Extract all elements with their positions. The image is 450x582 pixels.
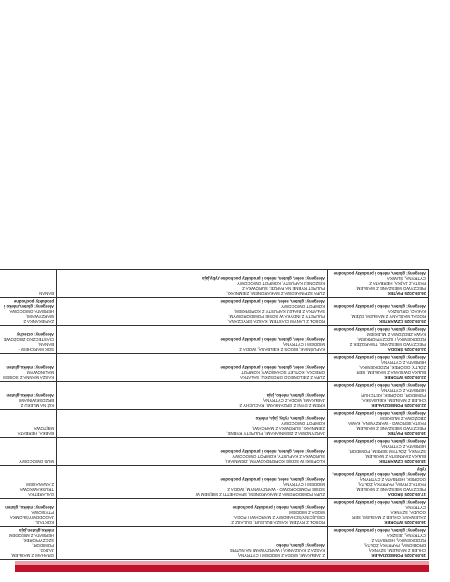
snack-line: GALARETKA TRUSKAWKOWA [19, 487, 54, 497]
lunch-line: KISZONEJ KAPUSTY, KOMPOT OWOCOWY [237, 281, 325, 286]
lunch-line: ZUPA Z ZIELONEGO GROSZKU, SAŁATKA [240, 375, 325, 380]
lunch-line: GRECKA, KOTLET SCHABOWY, KOMPOT [241, 370, 325, 375]
breakfast-line: PIECZYWO MIESZANE Z MASŁEM, [355, 286, 426, 291]
breakfast-line: HERBATA Z CYTRYNĄ [381, 388, 426, 393]
menu-day-row [0, 270, 429, 298]
snack-cell [0, 438, 57, 466]
snack-allergens: Alergeny: mleko,gluten [6, 365, 54, 370]
day-date: 25.09.2025 CZWARTEK [378, 319, 426, 324]
breakfast-line: PIECZYWO MIESZANE, TWAROŻEK Z [349, 342, 426, 347]
snack-line: POMIDOR, SZCZYPIOREK, [22, 538, 54, 548]
menu-day-row [0, 499, 429, 527]
day-date: 22.09.2025 PONIEDZIAŁEK [371, 403, 426, 408]
breakfast-cell [328, 298, 429, 326]
breakfast-allergens: Alergeny: gluten, mleko i produkty pochodne [333, 528, 426, 533]
lunch-line: PULPET RYBNE NA PARZE, SURÓWKA Z [242, 286, 325, 291]
breakfast-allergens: Alergeny: gluten, mleko i produkty pochodne [333, 439, 426, 444]
snack-line: MALINOWYM [27, 370, 54, 375]
snack-line: Z ANANASEM [26, 482, 54, 487]
lunch-line: KAPUŚNIAK, BIGOS Z KIEŁBASĄ, WODA Z [239, 347, 325, 352]
menu-day-row [0, 527, 429, 560]
menu-day-row [0, 298, 429, 326]
breakfast-line: POMIDOR, OGÓREK, KETCHUP, [360, 393, 426, 398]
snack-line: HERBATA OWOCOWA [9, 309, 54, 314]
lunch-line: ZUPA POMIDOROWA Z MAKARONEM, SPAGHETTI Z MIĘSEM W [195, 492, 325, 497]
lunch-allergens: Alergeny: seler, gluten, mleko i produkty pochodne [220, 337, 325, 342]
menu-day-row [0, 466, 429, 499]
breakfast-line: ŻÓŁTY, OGÓREK, RZODKIEWKA, [358, 365, 426, 370]
day-date: 16.09.2025 WTOREK [384, 520, 426, 525]
lunch-cell [57, 354, 328, 382]
snack-line: MUS OWOCOWY [19, 459, 54, 464]
lunch-line: KLOPSIKI W SOSIE KOPEREKOWYM, ZIEMNIAKI, [224, 459, 325, 464]
breakfast-line: BUŁKA OWSIANA Z MASŁEM, SER [356, 370, 426, 375]
lunch-allergens: Alergeny: gluten, seler, mleko i produkty pochodne [220, 477, 325, 482]
lunch-allergens: Alergeny: seler, gluten, mleko i produkty pochodne [220, 365, 325, 370]
breakfast-allergens: Alergeny: gluten, mleko i produkty pochodne [333, 271, 426, 276]
lunch-cell [57, 410, 328, 438]
breakfast-line: CYTRYNA [405, 505, 426, 510]
lunch-line: WODA Z MIODEM [289, 510, 325, 515]
breakfast-cell [328, 270, 429, 298]
breakfast-cell [328, 410, 429, 438]
breakfast-line: BUŁKA ZIARNISTA Z MASŁEM, [364, 454, 426, 459]
menu-sheet-rotated [3, 90, 429, 572]
snack-allergens: mleko,gluten,jaja [19, 528, 54, 533]
sheet-header-band-shadow [15, 561, 429, 565]
breakfast-line: CHLEB Z MASŁEM, SZYNKĄ [368, 548, 426, 553]
day-date: 26.09.2025 PIĄTEK [387, 291, 426, 296]
snack-allergens: Alergeny: mleko,gluten [6, 393, 54, 398]
menu-day-row [0, 438, 429, 466]
snack-line: CIASTECZKO ZBOŻOWE [3, 337, 54, 342]
snack-line: BABKA, HERBATA MIĘTOWA [17, 426, 54, 436]
day-date: 24.09.2025 ŚRODA [387, 347, 426, 352]
snack-allergens: Alergeny: mleko, gluten [5, 505, 54, 510]
lunch-cell [57, 298, 328, 326]
breakfast-cell [328, 382, 429, 410]
breakfast-line: RZODKIEWKĄ, HERBATA Z [371, 538, 426, 543]
lunch-allergens: Alergeny: gluten, mleko [276, 543, 325, 548]
breakfast-allergens: Alergeny: gluten, mleko i produkty pochodne [333, 355, 426, 360]
breakfast-line: CYTRYNĄ, JESZKA [386, 533, 426, 538]
breakfast-line: CYTRYNĄ, ŚLIWKA [386, 276, 426, 281]
breakfast-line: SZYNKĄ, ŻÓŁTYM SEREM, POMIDOR, [348, 449, 426, 454]
snack-line: PTYSIOWA [31, 510, 54, 515]
breakfast-line: DROBIOWĄ, PAPRYKĄ ŻÓŁTĄ, [363, 543, 426, 548]
lunch-allergens: Alergeny: gluten, mleko i produkty pochodne [232, 505, 325, 510]
breakfast-line: PIECZYWO MIESZANE Z MASŁEM, [355, 426, 426, 431]
breakfast-line: KAWA ZBOŻOWA Z MLEKIEM [367, 332, 426, 337]
lunch-allergens: Alergeny: seler, gluten, mleko i produkty pochodne [220, 449, 325, 454]
lunch-line: KREM Z DYNI Z GRZANKAMI, RACUCHY Z [239, 403, 325, 408]
snack-cell [0, 298, 57, 326]
lunch-line: SURÓWKA Z KAPUSTY, KOMPOT OWOCOWY [232, 454, 325, 459]
snack-cell [0, 466, 57, 499]
breakfast-cell [328, 438, 429, 466]
menu-day-row [0, 382, 429, 410]
lunch-allergens: Alergeny: gluten, mleko, jaja [266, 393, 325, 398]
snack-line: GRAHAM Z MASŁEM, JAJKO, [10, 548, 54, 558]
breakfast-cell [328, 466, 429, 499]
breakfast-line: PASTA SEROWO - WARZYWNA, KAWA [348, 421, 426, 426]
menu-table [0, 269, 429, 560]
lunch-cell [57, 382, 328, 410]
snack-allergens: Alergeny: gluten,mleko i produkty pochodne [4, 299, 54, 309]
breakfast-allergens: Alergeny: gluten, mleko i produkty pochodne [333, 500, 426, 505]
lunch-line: ZIEMNIAKI, SURÓWKA Z MARCHWI, [251, 426, 325, 431]
snack-cell [0, 270, 57, 298]
day-date: 17.09.2025 ŚRODA [387, 492, 426, 497]
lunch-line: CIELĘCINY/SCHABOWY Z MARCHWI I POGA. [232, 515, 325, 520]
breakfast-line: PASTA Z JAJKA, HERBATA Z [369, 281, 426, 286]
breakfast-line: RZODKIEWKĄ I SZCZYPIORKIEM, [357, 337, 426, 342]
snack-cell [0, 499, 57, 527]
breakfast-cell [328, 354, 429, 382]
lunch-line: MIODEM I CYTRYNĄ [283, 342, 325, 347]
snack-line: ZAPIEKANKA Z WARZYWAMI, [23, 314, 54, 324]
lunch-line: KOMPOT OWOCOWY [281, 421, 325, 426]
snack-line: KIŻ NA MLEKU Z [20, 403, 54, 408]
snack-line: SOK MARCHEW - BANAN, [18, 342, 54, 352]
lunch-line: ROSÓŁ Z LANYM CIASTEM, KASZA GRYCZANA, [227, 319, 325, 324]
breakfast-allergens: Alergeny: gluten, mleko i produkty pochodne [333, 383, 426, 388]
breakfast-allergens: Alergeny: gluten, mleko i produkty pochodne [333, 327, 426, 332]
breakfast-line: ROGAL MAŚLANY Z MASŁEM, DŻEM, [350, 314, 426, 319]
breakfast-allergens: Alergeny: gluten, mleko i produkty pochodne [333, 411, 426, 416]
lunch-line: ZUPA SZPINAKOWA Z MAKARONEM, ZIEMNIAKI, [226, 291, 325, 296]
lunch-line: KOMPOT OWOCOWY [281, 304, 325, 309]
breakfast-cell [328, 499, 429, 527]
menu-day-row [0, 354, 429, 382]
breakfast-line: HERBATA Z CYTRYNĄ [381, 360, 426, 365]
breakfast-line: HERBATA Z CYTRYNĄ [381, 444, 426, 449]
snack-line: KASZA MANNA Z SOSEM [3, 375, 54, 380]
breakfast-line: KAKAO, GRUSZKA [388, 309, 426, 314]
lunch-allergens: Alergeny: gluten, seler, mleko i produkty pochodne [220, 299, 325, 304]
lunch-cell [57, 499, 328, 527]
lunch-cell [57, 270, 328, 298]
lunch-cell [57, 466, 328, 499]
menu-day-row [0, 410, 429, 438]
breakfast-line: PASTA Z RYBĄ, PAPRYKĄ ŻÓŁTĄ, [357, 482, 426, 487]
breakfast-line: ZALEWANY, CHLEB Z MASŁEM, SER [351, 515, 426, 520]
lunch-line: JARZYNOWA Z ZIEMNIAKAMI, PULPETY RYBNE, [226, 431, 325, 436]
sheet-header-band [15, 565, 429, 572]
snack-line: HERBATA Z MIEODEM [9, 533, 54, 538]
lunch-line: MIODEM I CYTRYNĄ [283, 482, 325, 487]
day-date: 23.09.2025 WTOREK [384, 375, 426, 380]
lunch-cell [57, 527, 328, 560]
lunch-line: Z JABŁKAMI, WODA Z MIODEM I CYTRYNĄ [238, 553, 325, 558]
snack-cell [0, 527, 57, 560]
breakfast-cell [328, 527, 429, 560]
snack-line: BRZOSKWINIAMI [19, 398, 54, 403]
breakfast-line: GOUDA, SZYNKA [390, 510, 426, 515]
snack-line: KOKTAJL JAGODOWY/SŁOMKA [9, 515, 54, 525]
breakfast-cell [328, 326, 429, 354]
lunch-line: ROSÓŁ Z RYŻEM, KASZA BULGUR, GULASZ Z [231, 520, 325, 525]
breakfast-allergens: Alergeny: gluten, mleko i produkty pochodne [333, 304, 426, 309]
day-date: 19.09.2025 PIĄTEK [387, 431, 426, 436]
lunch-allergens: Alergeny: gluten, ryby, jaja, mleko [255, 416, 325, 421]
snack-cell [0, 354, 57, 382]
day-date: 15.09.2025 PONIEDZIAŁEK [371, 553, 426, 558]
lunch-line: PULPETY Z INDYKA W SOSIE POMIDOROWYM, [228, 314, 325, 319]
snack-cell [0, 410, 57, 438]
lunch-cell [57, 438, 328, 466]
snack-cell [0, 326, 57, 354]
menu-day-row [0, 326, 429, 354]
breakfast-line: PIECZYWO MIESZANE Z MASŁEM, [355, 487, 426, 492]
lunch-cell [57, 326, 328, 354]
breakfast-line: OGÓREK, HERBATA Z CYTRYNĄ [359, 477, 426, 482]
lunch-line: SOSIE POMIDOROWO - WARZYWNYM, WODA Z [227, 487, 325, 492]
day-date: 18.09.2025 CZWARTEK [378, 459, 426, 464]
snack-line: BANAN [39, 291, 54, 296]
breakfast-allergens: Alergeny: gluten, mleko i produkty pochodne, ryby [332, 467, 426, 477]
lunch-line: SAŁATKA Z BIAŁEJ KAPUSTY Z KOPERKIEM, [233, 309, 325, 314]
breakfast-line: ZBOŻOWA Z MLEKIEM [380, 416, 426, 421]
snack-cell [0, 382, 57, 410]
lunch-allergens: Alergeny: seler, gluten, mleko i produkty pochodne,ryby,jaja [202, 276, 325, 281]
lunch-line: JABŁKAMI, WODA Z CYTRYNĄ [263, 398, 325, 403]
breakfast-line: CHLEB Z MASŁEM, KIEŁBASKA, [361, 398, 426, 403]
snack-allergens: Alergeny: orzechy [16, 332, 54, 337]
lunch-line: KASZA Z KASZANKĄ I WARZYWAMI NA NUTRE [229, 548, 325, 553]
